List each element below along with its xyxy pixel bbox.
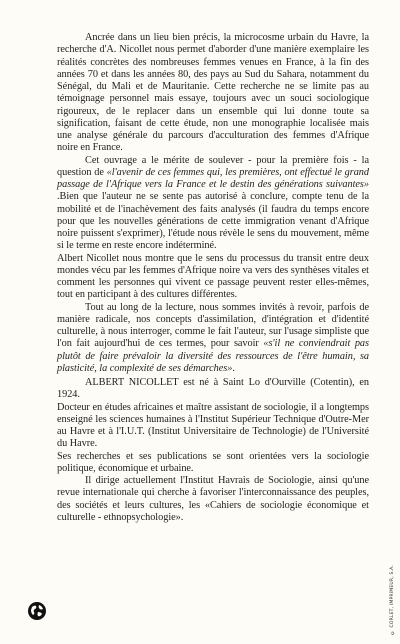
quote-human-diversity: «s'il ne conviendrait pas plutôt de faire prévaloir la diversité des ressources de l'être humain, sa plasticité, la complexité de ses démarches» xyxy=(57,338,369,374)
globe-icon xyxy=(27,601,47,621)
paragraph-4-text-end: . xyxy=(232,362,235,374)
bio-birth-text: est né à Saint Lo d'Ourville (Cotentin), en 1924. xyxy=(57,377,370,401)
description-paragraph-4 xyxy=(57,302,369,376)
quote-future-of-women: «l'avenir de ces femmes qui, les premières, ont effectué le grand passage de l'Afrique vers la France et le destin des générations suivantes» xyxy=(57,166,369,190)
paragraph-2-text-start: Cet ouvrage a le mérite de soulever - pour la première fois - la question de xyxy=(57,154,369,178)
paragraph-4-text-start: Tout au long de la lecture, nous sommes invités à revoir, parfois de manière radicale, nos concepts d'assimilation, d'intégration et d'identité culturelle, à nous interroger, comme le fait l'auteur, sur l'usage simpliste que l'on fait aujourd'hui de ces termes, pour savoir xyxy=(57,301,369,350)
printer-imprint: © CORLET, IMPRIMEUR, S.A. xyxy=(390,564,395,634)
paragraph-2-text-end: .Bien que l'auteur ne se sente pas autorisé à conclure, compte tenu de la mobilité et de l'inachèvement des faits analysés (il faudra du temps encore pour que les nouvelles générations de cette immigration venant d'Afrique noire puissent s'exprimer), l'étude nous révèle le sens du mouvement, même si le terme en reste encore indéterminé. xyxy=(57,191,369,252)
book-description xyxy=(57,32,369,375)
bio-research: Ses recherches et ses publications se sont orientées vers la sociologie politique, économique et urbaine. xyxy=(57,450,369,474)
description-paragraph-1: Ancrée dans un lieu bien précis, la microcosme urbain du Havre, la recherche d'A. Nicollet nous permet d'aborder d'une manière exemplaire les réalités concrètes des nombreuses femmes venues en France, à la fin des années 70 et dans les années 80, des pays au Sud du Sahara, notamment du Sénégal, du Mali et de Mauritanie. Cette recherche ne se limite pas au témoignage personnel mais essaye, toujours avec un souci sociologique rigoureux, de le replacer dans un ensemble qui lui donne toute sa signification, faisant de cette étude, non une monographie localisée mais une analyse générale du parcours d'acculturation des femmes d'Afrique noire en France. xyxy=(57,32,369,154)
author-biography xyxy=(57,377,369,524)
bio-birth xyxy=(57,377,369,402)
bio-current-role: Il dirige actuellement l'Institut Havrais de Sociologie, ainsi qu'une revue internationale qui cherche à favoriser l'interconnaissance des peuples, des sociétés et leurs cultures, les «Cahiers de sociologie économique et culturelle - ethnopsychologie». xyxy=(57,475,369,523)
description-paragraph-3: Albert Nicollet nous montre que le sens du processus du transit entre deux mondes vécu par les femmes d'Afrique noire va vers des synthèses vitales et comment les personnes qui vivent ce passage peuvent rester elles-mêmes, tout en participant à des cultures différentes. xyxy=(57,252,369,301)
author-name: ALBERT NICOLLET xyxy=(85,377,179,388)
bio-career: Docteur en études africaines et maître assistant de sociologie, il a longtemps enseigné les sciences humaines à l'Institut Supérieur Technique d'Outre-Mer au Havre et à l'I.U.T. (Institut Universitaire de Technologie) de l'Université du Havre. xyxy=(57,401,369,450)
description-paragraph-2 xyxy=(57,155,369,253)
